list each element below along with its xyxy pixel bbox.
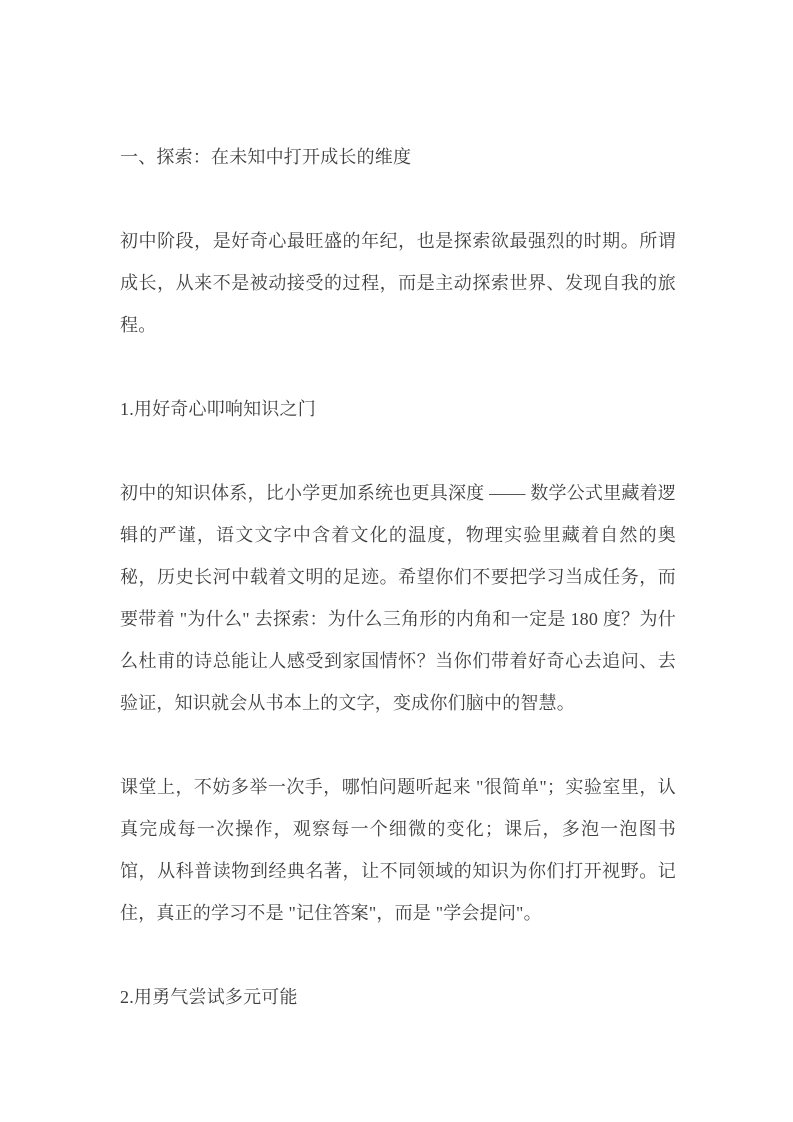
paragraph-knowledge-system: 初中的知识体系，比小学更加系统也更具深度 —— 数学公式里藏着逻辑的严谨，语文文字中含着文化的温度，物理实验里藏着自然的奥秘，历史长河中载着文明的足迹。希望你们不要把学习当成任务，而要带着 "为什么" 去探索：为什么三角形的内角和一定是 180 度？为什么杜甫的诗总能让人感受到家国情怀？当你们带着好奇心去追问、去验证，知识就会从书本上的文字，变成你们脑中的智慧。 [120,483,676,713]
section-heading: 一、探索：在未知中打开成长的维度 [120,147,412,167]
paragraph-classroom: 课堂上，不妨多举一次手，哪怕问题听起来 "很简单"；实验室里，认真完成每一次操作，观察每一个细微的变化；课后，多泡一泡图书馆，从科普读物到经典名著，让不同领域的知识为你们打开视野。记住，真正的学习不是 "记住答案"，而是 "学会提问"。 [120,777,676,923]
subheading-courage: 2.用勇气尝试多元可能 [120,987,298,1007]
paragraph-intro: 初中阶段，是好奇心最旺盛的年纪，也是探索欲最强烈的时期。所谓成长，从来不是被动接受的过程，而是主动探索世界、发现自我的旅程。 [120,231,676,335]
subheading-curiosity: 1.用好奇心叩响知识之门 [120,399,316,419]
